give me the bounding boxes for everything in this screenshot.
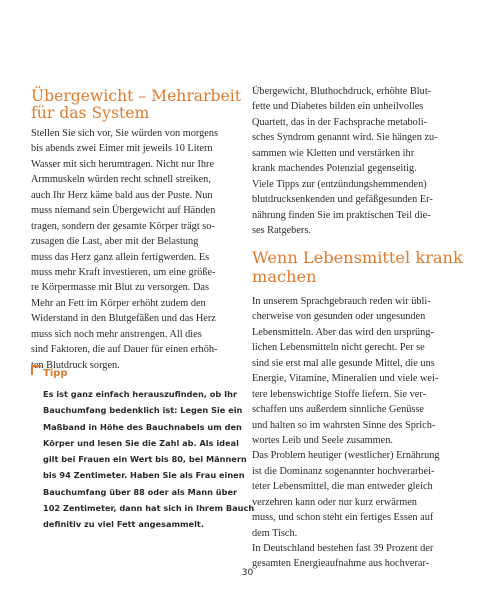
text-line: Stellen Sie sich vor, Sie würden von morgens bbox=[31, 128, 219, 139]
text-line: muss mehr Kraft investieren, um eine größe- bbox=[31, 266, 216, 278]
text-line: Quartett, das in der Fachsprache metaboli- bbox=[252, 116, 427, 128]
page-number: 30 bbox=[241, 568, 254, 578]
text-line: Maßband in Höhe des Bauchnabels um den bbox=[43, 421, 242, 432]
right-intro-paragraph bbox=[252, 84, 438, 238]
text-line: Körper und lesen Sie die Zahl ab. Als ideal bbox=[43, 437, 239, 448]
text-line: bis 94 Zentimeter. Haben Sie als Frau einen bbox=[43, 470, 245, 481]
text-line: nährung finden Sie im praktischen Teil die- bbox=[252, 209, 431, 221]
tipp-title: Tipp bbox=[43, 368, 68, 379]
text-line: re Körpermasse mit Blut zu versorgen. Das bbox=[31, 282, 209, 294]
text-line: definitiv zu viel Fett angesammelt. bbox=[43, 519, 204, 530]
heading-line: Wenn Lebensmittel krank bbox=[252, 248, 463, 267]
text-line: blutdrucksenkenden und gefäßgesunden Er- bbox=[252, 194, 433, 206]
left-body-paragraph bbox=[31, 126, 218, 373]
text-line: auch Ihr Herz käme bald aus der Puste. Nun bbox=[31, 189, 213, 201]
text-line: Energie, Vitamine, Mineralien und viele wei- bbox=[252, 373, 439, 385]
heading-line: für das System bbox=[31, 104, 150, 122]
text-line: dem Tisch. bbox=[252, 527, 298, 539]
text-line: krank machendes Potenzial gegenseitig. bbox=[252, 163, 417, 175]
heading-line: machen bbox=[252, 267, 317, 286]
text-line: gesamten Energieaufnahme aus hochverar- bbox=[252, 558, 430, 570]
text-line: Übergewicht, Bluthochdruck, erhöhte Blut- bbox=[252, 86, 432, 97]
text-line: Widerstand in den Blutgefäßen und das Herz bbox=[31, 313, 216, 325]
text-line: ist die Dominanz sogenannter hochverarbei- bbox=[252, 465, 435, 477]
text-line: sches Syndrom genannt wird. Sie hängen zu- bbox=[252, 132, 438, 144]
text-line: ses Ratgebers. bbox=[252, 224, 311, 236]
text-line: lichen Lebensmitteln nicht gerecht. Per se bbox=[252, 342, 425, 354]
text-line: muss niemand sein Übergewicht auf Händen bbox=[31, 205, 216, 217]
section-heading-lebensmittel bbox=[252, 248, 463, 286]
text-line: Armmuskeln würden recht schnell streiken, bbox=[31, 174, 211, 186]
text-line: In Deutschland bestehen fast 39 Prozent der bbox=[252, 543, 434, 554]
text-line: sind Faktoren, die auf Dauer für einen erhöh- bbox=[31, 344, 218, 356]
text-line: Wasser mit sich herumtragen. Nicht nur Ihre bbox=[31, 158, 215, 170]
text-line: Lebensmitteln. Aber das wird den ursprüng- bbox=[252, 326, 434, 338]
text-line: In unserem Sprachgebrauch reden wir übli- bbox=[252, 296, 431, 307]
text-line: tragen, sondern der gesamte Körper trägt so- bbox=[31, 220, 215, 232]
text-line: bis abends zwei Eimer mit jeweils 10 Litern bbox=[31, 143, 213, 155]
text-line: ten Blutdruck sorgen. bbox=[31, 359, 120, 371]
text-line: wortes Leib und Seele zusammen. bbox=[252, 434, 393, 446]
text-line: muss sich noch mehr anstrengen. All dies bbox=[31, 328, 202, 340]
text-line: teter Lebensmittel, die man entweder gleich bbox=[252, 481, 433, 493]
text-line: zusagen die Last, aber mit der Belastung bbox=[31, 236, 199, 248]
text-line: Bauchumfang über 88 oder als Mann über bbox=[43, 486, 238, 497]
section-heading-uebergewicht bbox=[31, 88, 241, 122]
right-body-paragraph bbox=[252, 294, 440, 572]
text-line: tere lebenswichtige Stoffe liefern. Sie ver- bbox=[252, 388, 427, 400]
text-line: cherweise von gesunden oder ungesunden bbox=[252, 311, 426, 323]
tipp-corner-marker bbox=[31, 365, 41, 375]
text-line: gilt bei Frauen ein Wert bis 80, bei Männern bbox=[43, 454, 247, 465]
text-line: muss das Herz ganz allein fertigwerden. Es bbox=[31, 251, 210, 263]
text-line: Mehr an Fett im Körper erhöht zudem den bbox=[31, 297, 206, 309]
tipp-text bbox=[43, 386, 254, 533]
heading-line: Übergewicht – Mehrarbeit bbox=[31, 87, 242, 105]
text-line: Es ist ganz einfach herauszufinden, ob Ihr bbox=[43, 389, 237, 399]
text-line: Bauchumfang bedenklich ist: Legen Sie ein bbox=[43, 405, 243, 416]
text-line: fette und Diabetes bilden ein unheilvolles bbox=[252, 101, 424, 113]
text-line: 102 Zentimeter, dann hat sich in Ihrem Bauch bbox=[43, 503, 255, 514]
text-line: Das Problem heutiger (westlicher) Ernährung bbox=[252, 450, 440, 462]
text-line: muss, und schon steht ein fertiges Essen auf bbox=[252, 512, 434, 524]
text-line: verzehren kann oder nur kurz erwärmen bbox=[252, 496, 417, 508]
text-line: sind sie erst mal alle gesunde Mittel, die uns bbox=[252, 357, 435, 369]
text-line: Viele Tipps zur (entzündungshemmenden) bbox=[252, 178, 427, 190]
text-line: und halten so im wahrsten Sinne des Sprich- bbox=[252, 419, 436, 431]
text-line: schaffen uns außerdem sinnliche Genüsse bbox=[252, 404, 424, 416]
text-line: sammen wie Kletten und verstärken ihr bbox=[252, 147, 415, 159]
